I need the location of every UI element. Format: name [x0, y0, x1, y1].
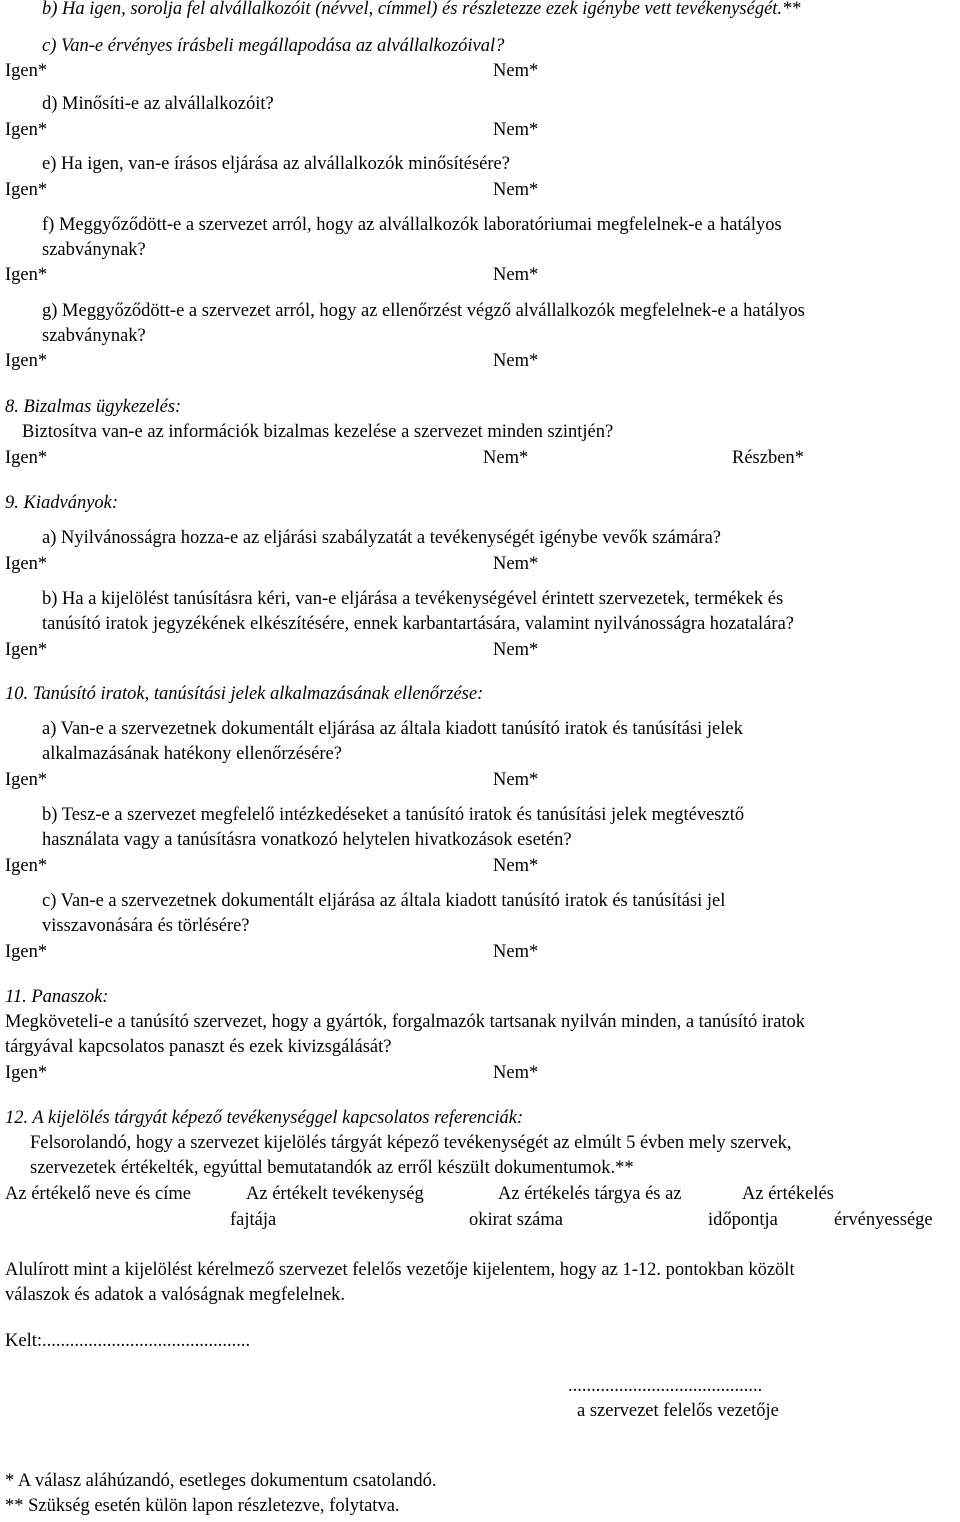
answer-partial[interactable]: Részben* — [732, 448, 804, 468]
answer-no[interactable]: Nem* — [493, 554, 539, 574]
section-10-question-c-line2: visszavonására és törlésére? — [42, 916, 250, 936]
answer-no[interactable]: Nem* — [493, 856, 539, 876]
answer-yes[interactable]: Igen* — [5, 61, 48, 81]
answer-no[interactable]: Nem* — [493, 351, 539, 371]
section-12-title: 12. A kijelölés tárgyát képező tevékenységgel kapcsolatos referenciák: — [5, 1108, 524, 1128]
date-field[interactable]: Kelt:............................................. — [5, 1331, 251, 1351]
section-11-question-line1: Megköveteli-e a tanúsító szervezet, hogy a gyártók, forgalmazók tartsanak nyilván minden, a tanúsító iratok — [5, 1012, 806, 1032]
section-9-title: 9. Kiadványok: — [5, 493, 119, 513]
question-g-line1: g) Meggyőződött-e a szervezet arról, hogy az ellenőrzést végző alvállalkozók megfelelnek-e a hatályos — [42, 301, 805, 321]
answer-yes[interactable]: Igen* — [5, 180, 48, 200]
section-8-title: 8. Bizalmas ügykezelés: — [5, 397, 182, 417]
table-header-evaluator: Az értékelő neve és címe — [5, 1184, 191, 1204]
section-10-question-b-line2: használata vagy a tanúsításra vonatkozó helytelen hivatkozások esetén? — [42, 830, 572, 850]
answer-yes[interactable]: Igen* — [5, 351, 48, 371]
answer-no[interactable]: Nem* — [493, 180, 539, 200]
section-10-title: 10. Tanúsító iratok, tanúsítási jelek alkalmazásának ellenőrzése: — [5, 684, 484, 704]
section-12-text-line1: Felsorolandó, hogy a szervezet kijelölés tárgyát képező tevékenységét az elmúlt 5 évben mely szervek, — [30, 1133, 792, 1153]
section-9-question-b-line1: b) Ha a kijelölést tanúsításra kéri, van-e eljárása a tevékenységével érintett szervezetek, termékek és — [42, 589, 784, 609]
answer-no[interactable]: Nem* — [493, 640, 539, 660]
section-9-question-b-line2: tanúsító iratok jegyzékének elkészítésére, ennek karbantartására, valamint nyilvánosságra hozatalára? — [42, 614, 794, 634]
signature-line[interactable]: .......................................... — [568, 1376, 763, 1396]
answer-yes[interactable]: Igen* — [5, 265, 48, 285]
answer-no[interactable]: Nem* — [483, 448, 529, 468]
signature-label: a szervezet felelős vezetője — [577, 1401, 779, 1421]
footnote-1: * A válasz aláhúzandó, esetleges dokumentum csatolandó. — [5, 1471, 437, 1491]
table-header-validity: érvényessége — [834, 1210, 933, 1230]
question-d: d) Minősíti-e az alvállalkozóit? — [42, 94, 274, 114]
table-header-evaluation: Az értékelés — [742, 1184, 834, 1204]
answer-yes[interactable]: Igen* — [5, 856, 48, 876]
question-f-line2: szabványnak? — [42, 240, 146, 260]
answer-no[interactable]: Nem* — [493, 61, 539, 81]
answer-yes[interactable]: Igen* — [5, 640, 48, 660]
answer-yes[interactable]: Igen* — [5, 554, 48, 574]
answer-no[interactable]: Nem* — [493, 942, 539, 962]
answer-yes[interactable]: Igen* — [5, 1063, 48, 1083]
answer-no[interactable]: Nem* — [493, 1063, 539, 1083]
declaration-line1: Alulírott mint a kijelölést kérelmező szervezet felelős vezetője kijelentem, hogy az 1-12. pontokban közölt — [5, 1260, 795, 1280]
question-e: e) Ha igen, van-e írásos eljárása az alvállalkozók minősítésére? — [42, 154, 510, 174]
table-header-activity: Az értékelt tevékenység — [246, 1184, 424, 1204]
question-f-line1: f) Meggyőződött-e a szervezet arról, hogy az alvállalkozók laboratóriumai megfelelnek-e a hatályos — [42, 215, 782, 235]
table-header-subject: Az értékelés tárgya és az — [498, 1184, 682, 1204]
question-b-header: b) Ha igen, sorolja fel alvállalkozóit (névvel, címmel) és részletezze ezek igénybe vett tevékenységét.** — [42, 0, 801, 19]
footnote-2: ** Szükség esetén külön lapon részletezve, folytatva. — [5, 1496, 400, 1516]
section-11-title: 11. Panaszok: — [5, 987, 109, 1007]
question-c: c) Van-e érvényes írásbeli megállapodása az alvállalkozóival? — [42, 36, 505, 56]
answer-yes[interactable]: Igen* — [5, 120, 48, 140]
answer-yes[interactable]: Igen* — [5, 770, 48, 790]
section-11-question-line2: tárgyával kapcsolatos panaszt és ezek kivizsgálását? — [5, 1037, 392, 1057]
answer-no[interactable]: Nem* — [493, 265, 539, 285]
section-9-question-a: a) Nyilvánosságra hozza-e az eljárási szabályzatát a tevékenységét igénybe vevők számára? — [42, 528, 722, 548]
answer-no[interactable]: Nem* — [493, 770, 539, 790]
section-10-question-c-line1: c) Van-e a szervezetnek dokumentált eljárása az általa kiadott tanúsító iratok és tanúsítási jel — [42, 891, 726, 911]
answer-yes[interactable]: Igen* — [5, 448, 48, 468]
answer-yes[interactable]: Igen* — [5, 942, 48, 962]
section-8-question: Biztosítva van-e az információk bizalmas kezelése a szervezet minden szintjén? — [22, 422, 614, 442]
declaration-line2: válaszok és adatok a valóságnak megfelelnek. — [5, 1285, 346, 1305]
table-header-date: időpontja — [708, 1210, 778, 1230]
answer-no[interactable]: Nem* — [493, 120, 539, 140]
table-header-activity-type: fajtája — [230, 1210, 277, 1230]
table-header-document-number: okirat száma — [469, 1210, 563, 1230]
section-10-question-b-line1: b) Tesz-e a szervezet megfelelő intézkedéseket a tanúsító iratok és tanúsítási jelek megtévesztő — [42, 805, 745, 825]
section-12-text-line2: szervezetek értékelték, egyúttal bemutatandók az erről készült dokumentumok.** — [30, 1158, 634, 1178]
section-10-question-a-line1: a) Van-e a szervezetnek dokumentált eljárása az általa kiadott tanúsító iratok és tanúsítási jelek — [42, 719, 743, 739]
question-g-line2: szabványnak? — [42, 326, 146, 346]
section-10-question-a-line2: alkalmazásának hatékony ellenőrzésére? — [42, 744, 342, 764]
